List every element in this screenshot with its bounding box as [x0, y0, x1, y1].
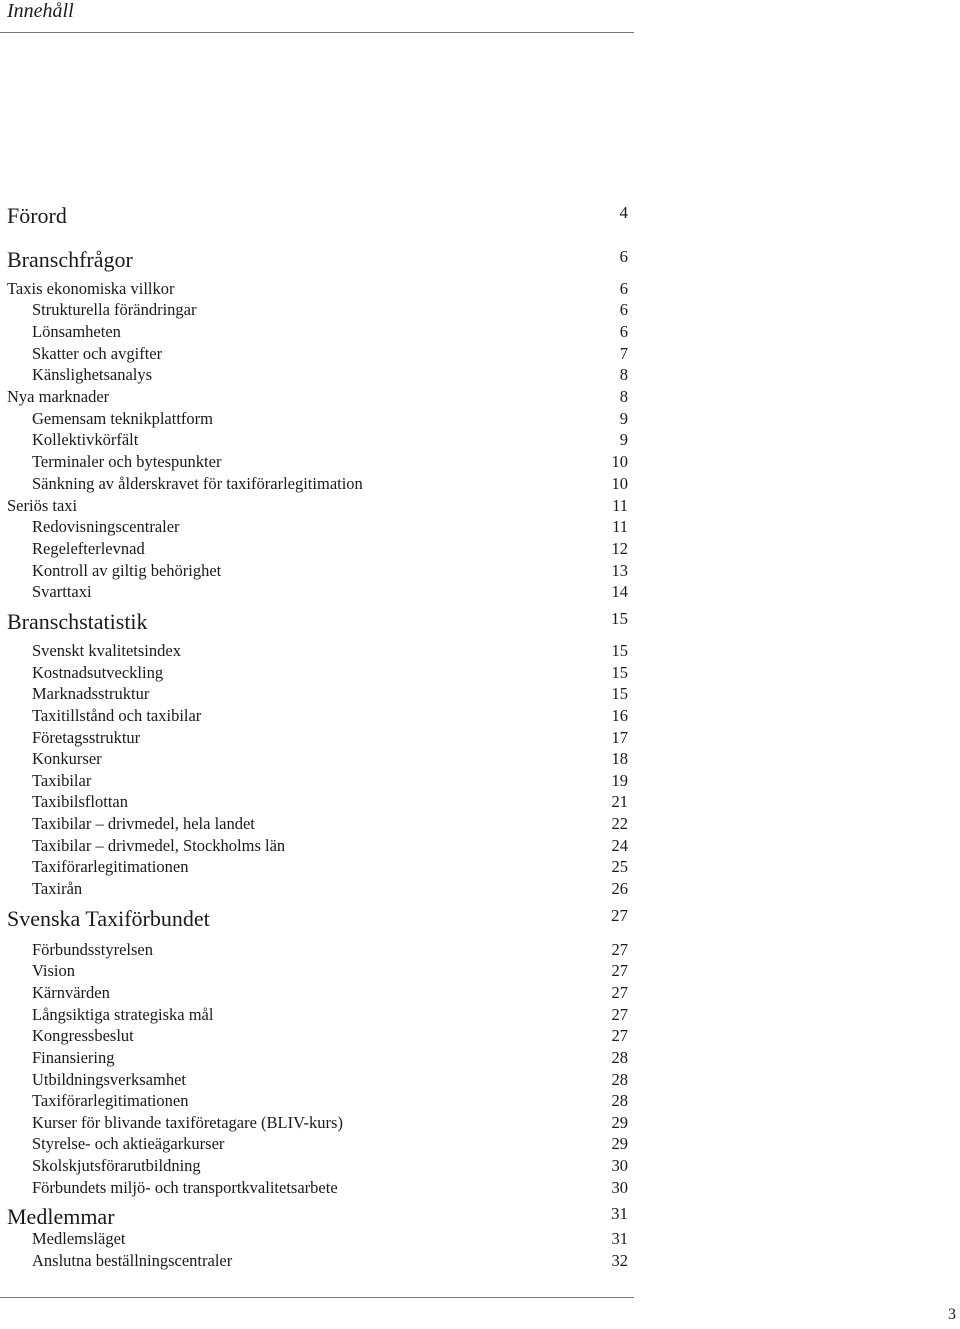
toc-entry-label: Konkurser [32, 749, 102, 768]
toc-entry-label: Kongressbeslut [32, 1026, 134, 1045]
toc-entry-page: 14 [611, 582, 628, 601]
toc-entry [0, 322, 634, 344]
toc-entry-page: 10 [611, 474, 628, 493]
toc-entry [0, 496, 634, 518]
toc-entry [0, 857, 634, 879]
toc-section-heading [0, 609, 634, 634]
toc-entry-label: Skolskjutsförarutbildning [32, 1156, 201, 1175]
toc-entry-page: 27 [611, 1026, 628, 1045]
toc-entry-page: 12 [611, 539, 628, 558]
toc-entry-label: Taxibilsflottan [32, 792, 128, 811]
toc-section-heading [0, 203, 634, 228]
toc-section-heading [0, 247, 634, 272]
toc-entry [0, 641, 634, 663]
toc-entry-label: Branschstatistik [7, 609, 148, 634]
toc-entry-page: 11 [612, 517, 628, 536]
toc-entry [0, 409, 634, 431]
toc-entry [0, 728, 634, 750]
toc-entry [0, 1178, 634, 1200]
toc-entry-page: 16 [611, 706, 628, 725]
toc-entry-page: 27 [611, 983, 628, 1002]
toc-entry [0, 1091, 634, 1113]
toc-entry-label: Svarttaxi [32, 582, 92, 601]
header-rule [0, 32, 634, 33]
toc-entry-label: Svenska Taxiförbundet [7, 906, 210, 931]
toc-entry-page: 29 [611, 1113, 628, 1132]
toc-entry-page: 15 [611, 663, 628, 682]
toc-entry [0, 1113, 634, 1135]
toc-entry-label: Taxiförarlegitimationen [32, 1091, 189, 1110]
toc-entry-page: 9 [619, 409, 628, 428]
toc-entry-page: 19 [611, 771, 628, 790]
toc-entry [0, 836, 634, 858]
toc-entry [0, 1251, 634, 1273]
toc-entry-label: Redovisningscentraler [32, 517, 180, 536]
page-number: 3 [948, 1306, 956, 1323]
toc-entry [0, 961, 634, 983]
toc-entry [0, 814, 634, 836]
toc-entry-label: Förord [7, 203, 67, 228]
toc-entry-label: Seriös taxi [7, 496, 78, 515]
toc-entry-label: Regelefterlevnad [32, 539, 145, 558]
toc-entry [0, 1005, 634, 1027]
toc-entry [0, 387, 634, 409]
toc-entry-page: 28 [611, 1070, 628, 1089]
toc-entry-page: 6 [619, 322, 628, 341]
toc-entry-page: 15 [611, 609, 628, 628]
toc-entry-label: Kostnadsutveckling [32, 663, 164, 682]
toc-entry-label: Taxiförarlegitimationen [32, 857, 189, 876]
toc-entry-page: 21 [611, 792, 628, 811]
toc-entry-label: Taxitillstånd och taxibilar [32, 706, 202, 725]
toc-entry [0, 706, 634, 728]
toc-entry [0, 517, 634, 539]
toc-entry-label: Lönsamheten [32, 322, 121, 341]
toc-entry [0, 771, 634, 793]
toc-entry-page: 6 [619, 300, 628, 319]
toc-entry [0, 940, 634, 962]
toc-entry-page: 28 [611, 1091, 628, 1110]
toc-entry-label: Medlemmar [7, 1204, 115, 1229]
toc-entry-page: 17 [611, 728, 628, 747]
toc-entry-label: Terminaler och bytespunkter [32, 452, 222, 471]
toc-entry-label: Medlemsläget [32, 1229, 126, 1248]
toc-entry [0, 539, 634, 561]
toc-entry-label: Gemensam teknikplattform [32, 409, 213, 428]
toc-entry-page: 27 [611, 906, 628, 925]
toc-entry-page: 11 [612, 496, 628, 515]
toc-entry [0, 792, 634, 814]
toc-entry-label: Taxibilar [32, 771, 92, 790]
toc-entry-label: Kurser för blivande taxiföretagare (BLIV-kurs) [32, 1113, 343, 1132]
footer-rule [0, 1297, 634, 1298]
toc-entry-page: 4 [619, 203, 628, 222]
toc-entry-label: Känslighetsanalys [32, 365, 153, 384]
toc-entry-label: Skatter och avgifter [32, 344, 163, 363]
toc-entry [0, 1070, 634, 1092]
toc-entry-page: 13 [611, 561, 628, 580]
toc-entry-page: 8 [619, 387, 628, 406]
toc-entry [0, 430, 634, 452]
toc-entry [0, 582, 634, 604]
toc-entry-label: Branschfrågor [7, 247, 133, 272]
toc-entry-label: Kärnvärden [32, 983, 110, 1002]
toc-entry-page: 8 [619, 365, 628, 384]
toc-entry [0, 684, 634, 706]
toc-entry-page: 25 [611, 857, 628, 876]
toc-entry-label: Förbundsstyrelsen [32, 940, 153, 959]
toc-entry-label: Strukturella förändringar [32, 300, 197, 319]
toc-entry-label: Nya marknader [7, 387, 110, 406]
toc-entry-page: 24 [611, 836, 628, 855]
toc-entry-label: Taxirån [32, 879, 83, 898]
toc-entry-page: 29 [611, 1134, 628, 1153]
toc-entry-page: 7 [619, 344, 628, 363]
toc-entry [0, 561, 634, 583]
toc-entry [0, 1156, 634, 1178]
toc-entry-page: 32 [611, 1251, 628, 1270]
toc-entry-label: Kontroll av giltig behörighet [32, 561, 222, 580]
toc-section-heading [0, 1204, 634, 1229]
toc-entry [0, 365, 634, 387]
toc-entry-label: Kollektivkörfält [32, 430, 139, 449]
toc-entry [0, 1048, 634, 1070]
toc-entry-label: Långsiktiga strategiska mål [32, 1005, 214, 1024]
toc-entry [0, 1026, 634, 1048]
toc-entry [0, 452, 634, 474]
toc-entry-label: Taxibilar – drivmedel, Stockholms län [32, 836, 286, 855]
toc-entry-page: 27 [611, 961, 628, 980]
toc-entry [0, 879, 634, 901]
toc-entry-label: Vision [32, 961, 76, 980]
toc-entry-page: 31 [611, 1204, 628, 1223]
toc-entry-page: 6 [619, 279, 628, 298]
toc-entry-page: 6 [619, 247, 628, 266]
toc-entry-label: Svenskt kvalitetsindex [32, 641, 181, 660]
toc-entry-label: Marknadsstruktur [32, 684, 150, 703]
toc-entry-label: Sänkning av ålderskravet för taxiförarlegitimation [32, 474, 363, 493]
toc-entry [0, 1134, 634, 1156]
toc-entry-page: 22 [611, 814, 628, 833]
toc-entry-page: 27 [611, 1005, 628, 1024]
toc-entry-page: 9 [619, 430, 628, 449]
toc-entry-label: Företagsstruktur [32, 728, 141, 747]
toc-entry-label: Finansiering [32, 1048, 115, 1067]
toc-entry-label: Taxis ekonomiska villkor [7, 279, 175, 298]
toc-entry [0, 474, 634, 496]
toc-entry-page: 31 [611, 1229, 628, 1248]
toc-entry-page: 27 [611, 940, 628, 959]
toc-entry-page: 26 [611, 879, 628, 898]
toc-section-heading [0, 906, 634, 931]
toc-entry-label: Utbildningsverksamhet [32, 1070, 186, 1089]
page-header-title: Innehåll [7, 0, 74, 22]
toc-entry-page: 15 [611, 641, 628, 660]
toc-entry-page: 15 [611, 684, 628, 703]
toc-entry-label: Anslutna beställningscentraler [32, 1251, 233, 1270]
toc-entry [0, 279, 634, 301]
toc-entry-label: Förbundets miljö- och transportkvalitetsarbete [32, 1178, 338, 1197]
toc-entry-page: 30 [611, 1156, 628, 1175]
toc-entry-page: 30 [611, 1178, 628, 1197]
toc-entry-label: Styrelse- och aktieägarkurser [32, 1134, 225, 1153]
toc-entry [0, 300, 634, 322]
toc-entry [0, 749, 634, 771]
toc-entry [0, 344, 634, 366]
toc-entry [0, 983, 634, 1005]
toc-entry-label: Taxibilar – drivmedel, hela landet [32, 814, 255, 833]
toc-entry [0, 1229, 634, 1251]
toc-entry [0, 663, 634, 685]
toc-entry-page: 18 [611, 749, 628, 768]
toc-entry-page: 28 [611, 1048, 628, 1067]
toc-entry-page: 10 [611, 452, 628, 471]
